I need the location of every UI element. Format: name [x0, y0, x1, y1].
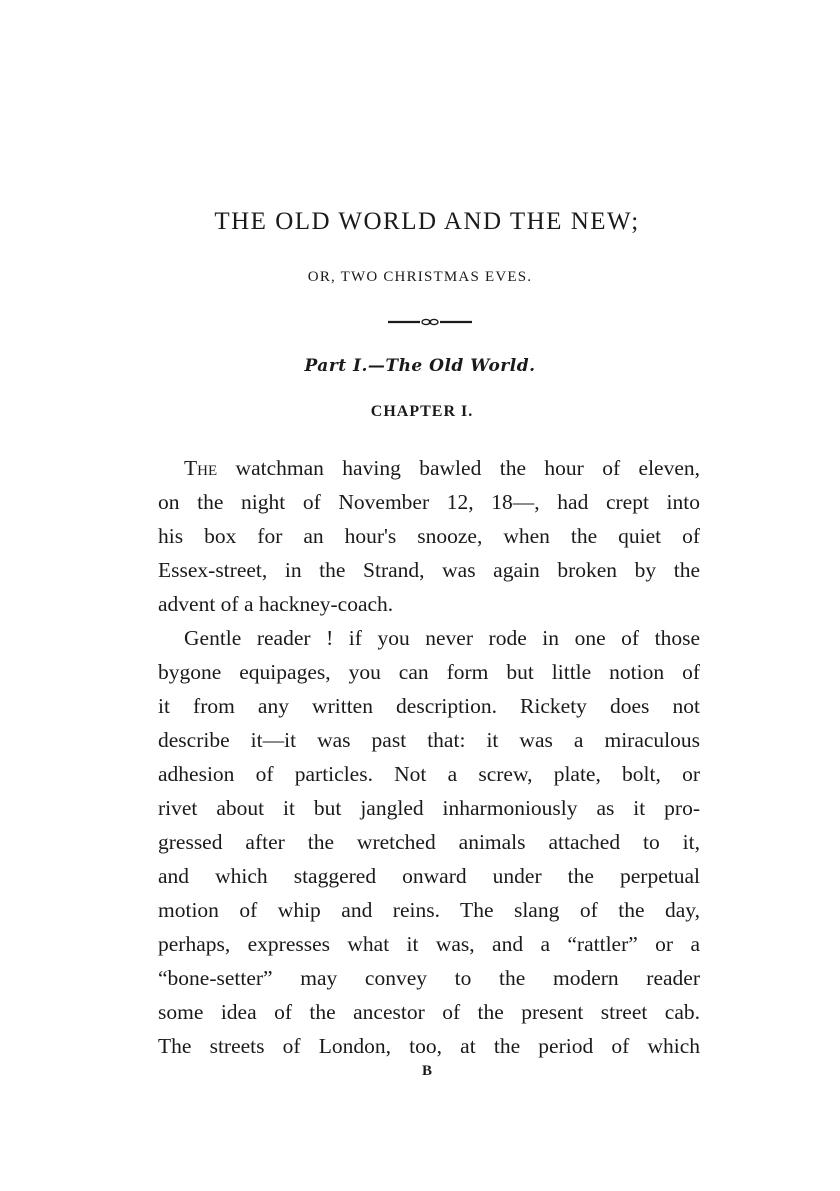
text-line: adhesion of particles. Not a screw, plate, bolt, or: [158, 762, 700, 786]
text-line: describe it—it was past that: it was a miraculous: [158, 728, 700, 752]
book-subtitle: OR, TWO CHRISTMAS EVES.: [307, 269, 533, 285]
text-line: rivet about it but jangled inharmoniously as it pro-: [158, 796, 700, 820]
text-line: motion of whip and reins. The slang of the day,: [158, 898, 700, 922]
signature-mark: B: [421, 1063, 432, 1079]
text-line: it from any written description. Rickety does not: [158, 694, 700, 718]
text-line: his box for an hour's snooze, when the quiet of: [158, 524, 700, 548]
text-line: and which staggered onward under the perpetual: [158, 864, 700, 888]
book-title: THE OLD WORLD AND THE NEW;: [214, 208, 640, 235]
text-line: gressed after the wretched animals attached to it,: [158, 830, 700, 854]
ornament-divider-icon: [386, 316, 474, 328]
text-line-rest: watchman having bawled the hour of eleven,: [217, 456, 700, 480]
text-line: [158, 451, 700, 485]
text-line: perhaps, expresses what it was, and a “rattler” or a: [158, 932, 700, 956]
text-line: advent of a hackney-coach.: [158, 592, 394, 616]
text-line: some idea of the ancestor of the present street cab.: [158, 1000, 700, 1024]
drop-word: The: [184, 456, 218, 480]
part-heading: Part I.—The Old World.: [304, 356, 536, 376]
text-line: Essex-street, in the Strand, was again broken by the: [158, 558, 700, 582]
chapter-heading: CHAPTER I.: [370, 403, 474, 420]
body-text: [158, 451, 700, 1063]
text-line: “bone-setter” may convey to the modern reader: [158, 966, 700, 990]
text-line: bygone equipages, you can form but little notion of: [158, 660, 700, 684]
text-line: on the night of November 12, 18—, had crept into: [158, 490, 700, 514]
text-line: The streets of London, too, at the period of which: [158, 1034, 700, 1058]
text-line: Gentle reader ! if you never rode in one of those: [184, 626, 700, 650]
